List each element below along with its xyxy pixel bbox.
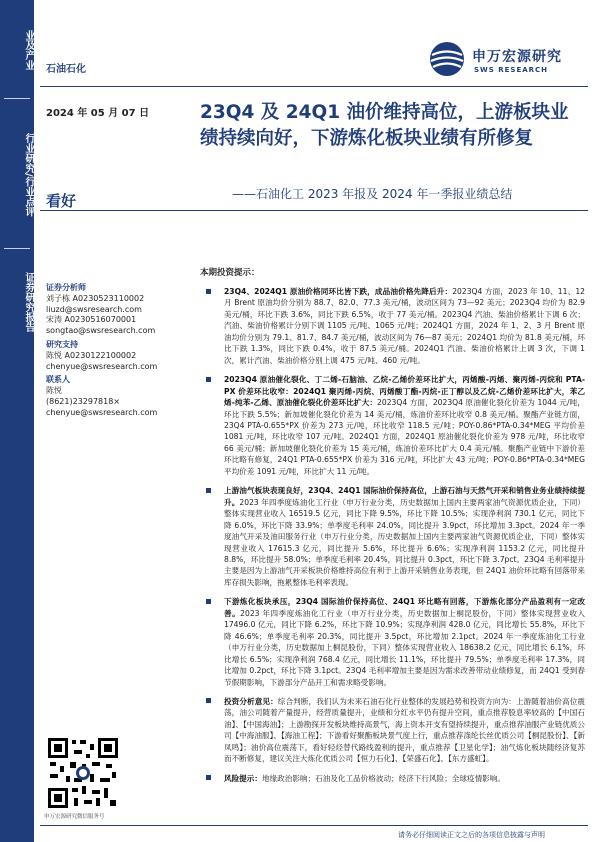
assistant-line: 陈悦 A0230122100002	[46, 350, 137, 360]
sidebar-label-report: 证券研究报告	[0, 262, 34, 342]
assistant-heading: 研究支持	[46, 339, 78, 349]
bullet-lead: 投资分析意见：	[224, 696, 278, 706]
logo-text-en: SWS RESEARCH	[474, 66, 549, 74]
highlight-bullet	[200, 485, 585, 588]
analyst-heading: 证券分析师	[46, 283, 86, 292]
bullet-lead: 下游炼化板块承压，23Q4 国际油价保持高位、24Q1 环比略有回落，下游炼化部分产品盈利有一定改善。	[224, 597, 585, 618]
bullet-lead: 上游油气板块表现良好，23Q4、24Q1 国际油价保持高位，上游石油与天然气开采和销售业务业绩持续提升。	[224, 486, 585, 507]
bullet-text: 2023Q4 方面，2023Q4 原油催化裂化价差为 1044 元/吨，环比下跌 5.5%；新加坡催化裂化价差为 14 美元/桶，炼油价差环比收窄 0.8 美元/桶。聚酯产业链方面，23Q4 PTA-0.655*PX 价差为 273 元/吨，环比收窄 118.5 元/吨；POY-0.86*PTA-0.34*MEG 平均价差 1081 元/吨，环比收窄 107 元/吨。2024Q1 方面，2024Q1 原油催化裂化价差为 978 元/吨，环比收窄 66 美元/桶；新加坡催化裂化价差为 15 美元/桶，炼油价差环比扩大 0.4 美元/桶。聚酯产业链中下游价差环比略有修复，24Q1 PTA-0.655*PX 价差为 316 元/吨，环比扩大 43 元/吨；POY-0.86*PTA-0.34*MEG 平均价差 1091 元/吨，环比扩大 11 元/吨。	[224, 398, 585, 476]
highlight-bullet	[200, 596, 585, 688]
investment-highlights	[200, 266, 585, 784]
bullet-text: 地缘政治影响；石油及化工品价格波动；经济下行风险；全球疫情影响。	[261, 773, 505, 783]
bullet-square-icon	[206, 377, 211, 382]
bullet-lead: 2023Q4 原油催化裂化、丁二烯-石脑油、乙烷-乙烯价差环比扩大，丙烯酸-丙烯、聚丙烯-丙烷和 PTA-PX 价差环比收窄：2024Q1 聚丙烯-丙烷、丙烯酸丁酯-丙烷-正丁醇以及乙烷-乙烯价差环比扩大，苯乙烯-纯苯-乙烯、原油催化裂化价差环比扩大：	[224, 375, 585, 408]
analyst-panel	[46, 280, 186, 419]
contact-line: 陈悦	[46, 386, 62, 396]
footer-rule	[40, 825, 588, 826]
bullet-square-icon	[206, 599, 211, 604]
sidebar-divider	[4, 248, 30, 249]
analyst-line: 刘子栋 A0230523110002	[46, 293, 145, 303]
report-date: 2024 年 05 月 07 日	[46, 108, 150, 119]
bullet-square-icon	[206, 289, 211, 294]
sidebar-divider	[4, 98, 30, 99]
report-title: 23Q4 及 24Q1 油价维持高位，上游板块业绩持续向好，下游炼化板块业绩有所修复	[200, 102, 569, 149]
highlights-heading: 本期投资提示：	[200, 268, 260, 278]
bullet-text: 2023Q4 方面，2023 年 10、11、12 月 Brent 原油均价分别为 88.7、82.0、77.3 美元/桶，波动区间为 73—92 美元；2023Q4 均价为 82.9 美元/桶，环比下跌 3.6%，同比下跌 6.5%，收于 77 美元/桶。2023Q4 汽油、柴油价格累计下调 6 次；汽油、柴油价格累计分别下调 1105 元/吨、1065 元/吨；2024Q1 方面，2024 年 1、2、3 月 Brent 原油均价分别为 79.1、81.7、84.7 美元/桶，波动区间为 76—87 美元；2024Q1 均价为 81.8 美元/桶，环比下跌 1.3%，同比下跌 0.4%，收于 87.5 美元/桶。2024Q1 汽油、柴油价格累计上调 3 次，下调 1 次，累计汽油、柴油价格分别上调 475 元/吨、460 元/吨。	[224, 287, 585, 365]
highlight-bullet	[200, 286, 585, 366]
contact-heading: 联系人	[46, 375, 70, 385]
analyst-line: liuzd@swsresearch.com	[46, 304, 142, 314]
title-rule	[40, 210, 588, 211]
bullet-text: 综合判断，我们认为未来石油石化行业整体的发展趋势和投资方向为：上游随着油价高位震荡，油公司随着产量提升，经营质量提升，业绩和分红水平仍有提升空间，重点推荐股息率较高的【中国石油】、【中国海油】；上游勘探开发板块维持高景气，海上资本开支有望持续提升，重点推荐油服产业链优质公司【中海油服】、【海油工程】；下游看好聚酯板块景气度上行，重点推荐涤纶长丝优质公司【桐昆股份】、【新凤鸣】；油价高位震荡下，看好轻烃替代路线盈利的提升，重点推荐【卫星化学】；油气炼化板块随经济复苏而不断修复，建议关注大炼化优质公司【恒力石化】、【荣盛石化】、【东方盛虹】。	[224, 696, 585, 764]
qr-code-image	[46, 736, 120, 810]
bullet-text: 2023 年四季度炼油化工行业（申万行业分类，历史数据加上国内主要两家油气资源优质企业，下同）整体实现营业收入 16519.5 亿元，同比下降 9.5%，环比下降 10.5%；实现净利润 730.1 亿元，同比下降 6.0%，环比下降 33.9%；单季度毛利率 24.0%，同比提升 3.9pct，环比增加 3.3pct。2024 年一季度油气开采及油田服务行业（申万行业分类，历史数据加上国内主要两家油气资源优质企业，下同）整体实现营业收入 17615.3 亿元，同比提升 5.6%，环比提升 6.6%；实现净利润 1153.2 亿元，同比提升 8.8%，环比提升 58.0%；单季度毛利率 20.4%，同比提升 0.3pct，环比下降 3.7pct。23Q4 毛利率提升主要是因为上游油气开采板块价格维持高位有利于上游开采销售业务表现，但 24Q1 油价环比略有回落带来库存损失影响，拖累整体毛利率表现。	[224, 497, 586, 587]
bullet-lead: 风险提示：	[224, 773, 262, 783]
bullet-square-icon	[206, 698, 211, 703]
highlight-bullet	[200, 773, 585, 784]
bullet-lead: 23Q4、2024Q1 原油价格同环比皆下跌，成品油价格先降后升：	[224, 287, 453, 296]
highlight-bullet	[200, 374, 585, 477]
disclaimer-footer: 请务必仔细阅读正文之后的各项信息披露与声明	[398, 831, 545, 839]
analyst-line: 宋涛 A0230516070001	[46, 315, 137, 325]
industry-label: 石油石化	[46, 64, 86, 75]
header-rule	[40, 86, 588, 87]
rating-label: 看好	[46, 192, 77, 210]
highlight-bullet	[200, 696, 585, 765]
qr-caption: 申万宏源研究微信服务号	[44, 814, 105, 820]
analyst-line: songtao@swsresearch.com	[46, 326, 156, 336]
bullet-square-icon	[206, 775, 211, 780]
logo-globe-icon	[428, 40, 466, 78]
sidebar-label-category: 行业研究/行业点评	[0, 120, 34, 230]
sidebar-label-top: 业及产业	[0, 30, 34, 70]
company-logo	[428, 38, 568, 82]
logo-text-cn: 申万宏源研究	[472, 49, 562, 65]
report-subtitle: ——石油化工 2023 年报及 2024 年一季报业绩总结	[232, 187, 513, 201]
bullet-square-icon	[206, 488, 211, 493]
assistant-line: chenyue@swsresearch.com	[46, 361, 158, 371]
contact-line: (8621)23297818×	[46, 396, 121, 406]
contact-line: chenyue@swsresearch.com	[46, 407, 158, 417]
bullet-text: 2023 年四季度炼油化工行业（申万行业分类，历史数据加上桐昆股份，下同）整体实现营业收入 17496.0 亿元，同比下降 6.2%，环比下降 10.9%；实现净利润 428.0 亿元，同比增长 55.8%，环比下降 46.6%；单季度毛利率 20.3%，同比提升 3.5pct，环比增加 2.1pct。2024 年一季度炼油化工行业（申万行业分类，历史数据加上桐昆股份，下同）整体实现营业收入 18638.2 亿元，同比增长 6.1%，环比增长 6.5%；实现净利润 768.4 亿元，同比增长 11.1%，环比提升 79.5%；单季度毛利率 17.3%，同比增加 0.2pct，环比下降 3.1pct。23Q4 毛利率增加主要是因为需求改善带动业绩修复，而 24Q1 受到春节假期影响，下游部分产品开工和需求略受影响。	[224, 608, 585, 687]
